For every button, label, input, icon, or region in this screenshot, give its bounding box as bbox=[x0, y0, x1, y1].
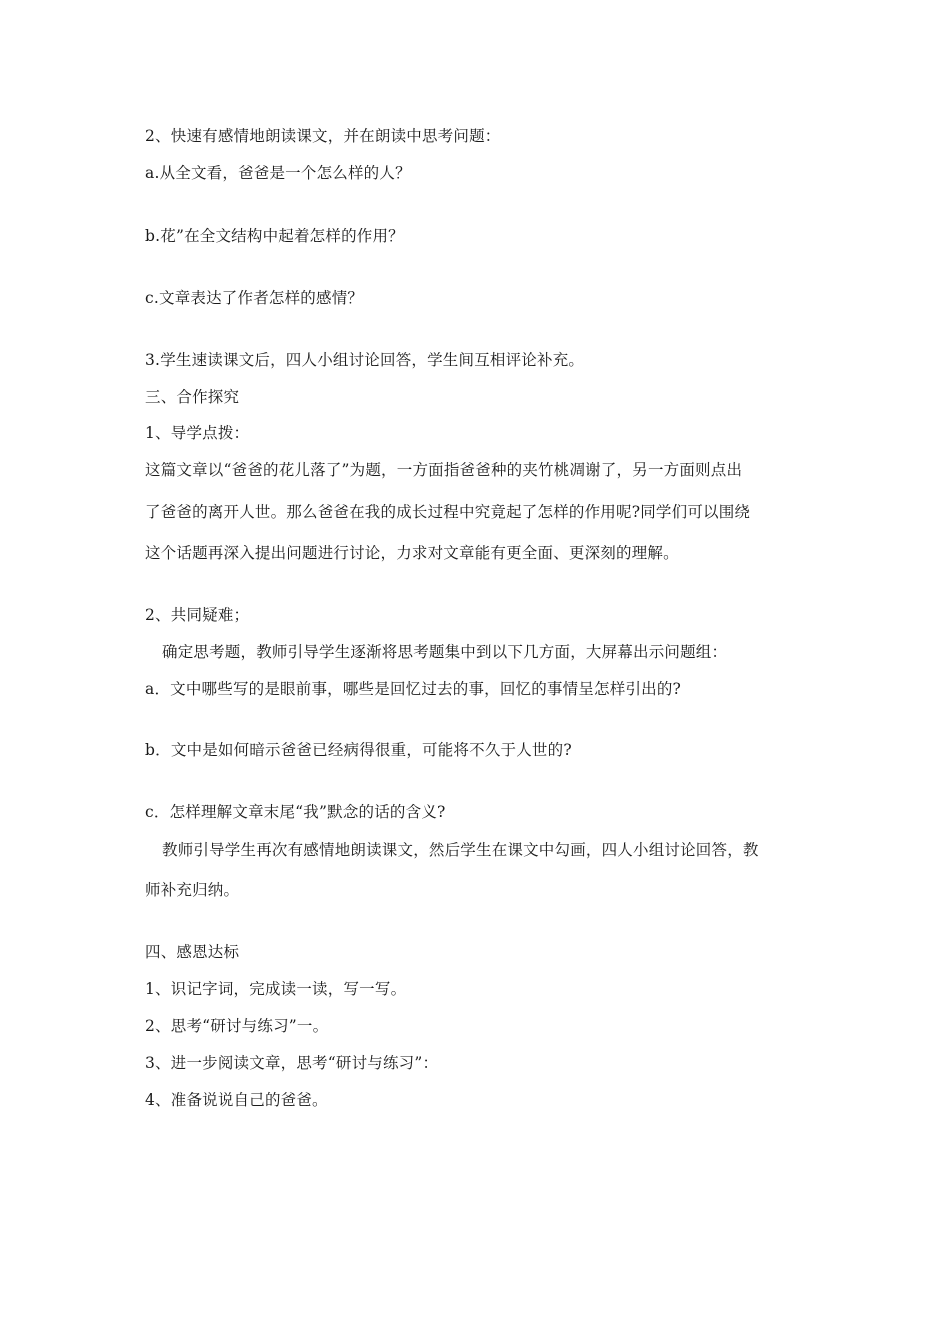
question-c: c.文章表达了作者怎样的感情？ bbox=[145, 289, 364, 307]
item2-heading: 2、快速有感情地朗读课文，并在朗读中思考问题： bbox=[145, 127, 501, 145]
task-item-2: 2、思考“研讨与练习”一。 bbox=[145, 1017, 329, 1035]
question-a: a.从全文看，爸爸是一个怎么样的人？ bbox=[145, 164, 411, 182]
difficulty-question-b: b．文中是如何暗示爸爸已经病得很重，可能将不久于人世的? bbox=[145, 741, 572, 759]
difficulty-paragraph: 确定思考题，教师引导学生逐渐将思考题集中到以下几方面，大屏幕出示问题组： bbox=[162, 643, 728, 661]
section-heading-cooperative-inquiry: 三、合作探究 bbox=[145, 388, 240, 406]
task-item-1: 1、识记字词，完成读一读，写一写。 bbox=[145, 980, 407, 998]
guidance-heading: 1、导学点拨： bbox=[145, 424, 250, 442]
task-item-3: 3、进一步阅读文章，思考“研讨与练习”： bbox=[145, 1054, 439, 1072]
common-difficulty-heading: 2、共同疑难； bbox=[145, 606, 250, 624]
task-item-4: 4、准备说说自己的爸爸。 bbox=[145, 1091, 328, 1109]
difficulty-question-a: a．文中哪些写的是眼前事，哪些是回忆过去的事，回忆的事情呈怎样引出的? bbox=[145, 680, 682, 698]
guidance-paragraph-line-3: 这个话题再深入提出问题进行讨论，力求对文章能有更全面、更深刻的理解。 bbox=[145, 544, 679, 562]
teacher-paragraph-line-1: 教师引导学生再次有感情地朗读课文，然后学生在课文中勾画，四人小组讨论回答，教 bbox=[162, 841, 759, 859]
section-heading-gratitude: 四、感恩达标 bbox=[145, 943, 240, 961]
teacher-paragraph-line-2: 师补充归纳。 bbox=[145, 881, 240, 899]
guidance-paragraph-line-1: 这篇文章以“爸爸的花儿落了”为题，一方面指爸爸种的夹竹桃凋谢了，另一方面则点出 bbox=[145, 461, 743, 479]
question-b: b.花”在全文结构中起着怎样的作用？ bbox=[145, 227, 404, 245]
guidance-paragraph-line-2: 了爸爸的离开人世。那么爸爸在我的成长过程中究竟起了怎样的作用呢?同学们可以围绕 bbox=[145, 503, 751, 521]
item3-text: 3.学生速读课文后，四人小组讨论回答，学生间互相评论补充。 bbox=[145, 351, 585, 369]
difficulty-question-c: c．怎样理解文章末尾“我”默念的话的含义? bbox=[145, 803, 446, 821]
